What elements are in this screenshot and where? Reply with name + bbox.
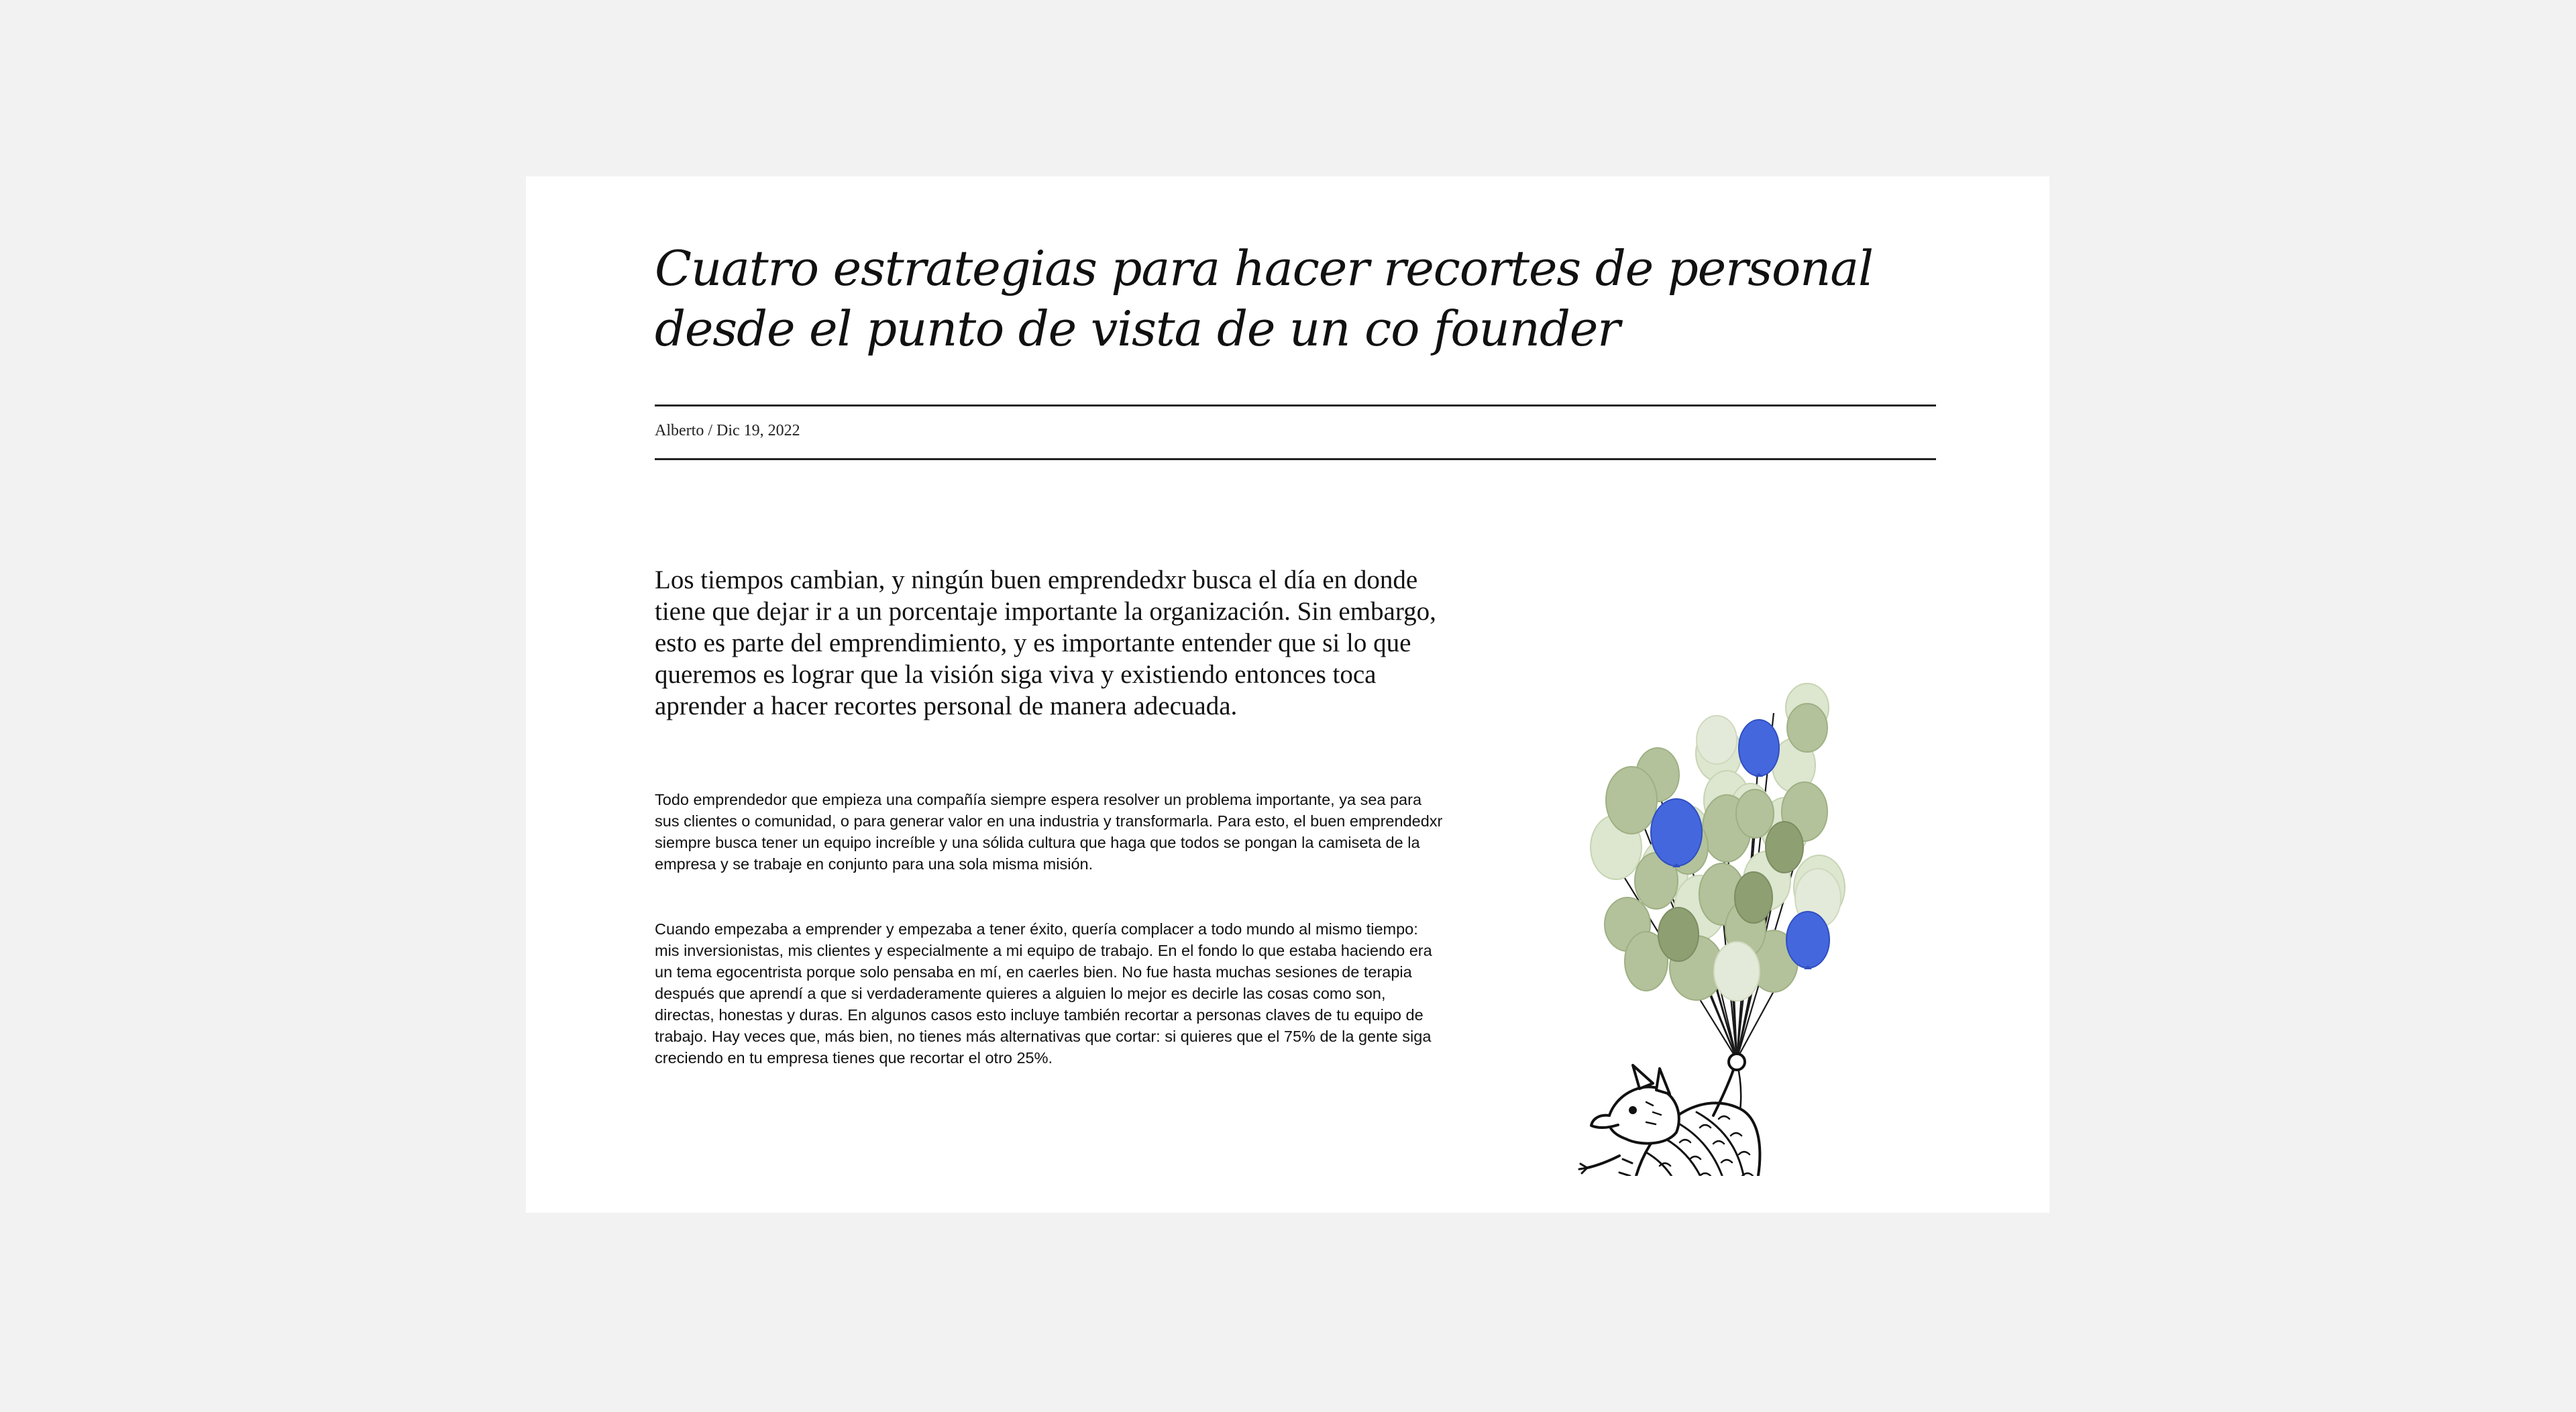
article-card <box>526 176 2049 1213</box>
article-byline: Alberto / Dic 19, 2022 <box>655 422 800 439</box>
armadillo-figure <box>1559 1054 1760 1176</box>
divider-top <box>655 404 1936 406</box>
armadillo-balloons-icon <box>1546 532 1921 1176</box>
divider-bottom <box>655 458 1936 460</box>
article-title: Cuatro estrategias para hacer recortes de personal desde el punto de vista de un co founder <box>655 240 1873 357</box>
article-paragraph: Todo emprendedor que empieza una compañía siempre espera resolver un problema importante, ya sea para sus clientes o comunidad, o para generar valor en una industria y transformarla. Para esto, el buen emprendedxr siempre busca tener un equipo increíble y una sólida cultura que haga que todos se pongan la camiseta de la empresa y se trabaje en conjunto para una sola misma misión. <box>655 791 1443 873</box>
article-paragraph: Cuando empezaba a emprender y empezaba a tener éxito, quería complacer a todo mundo al mismo tiempo: mis inversionistas, mis clientes y especialmente a mi equipo de trabajo. En el fondo lo que estaba haciendo era un tema egocentrista porque solo pensaba en mí, en caerles bien. No fue hasta muchas sesiones de terapia después que aprendí a que si verdaderamente quieres a alguien lo mejor es decirle las cosas como son, directas, honestas y duras. En algunos casos esto incluye también recortar a personas claves de tu equipo de trabajo. Hay veces que, más bien, no tienes más alternativas que cortar: si quieres que el 75% de la gente siga creciendo en tu empresa tienes que recortar el otro 25%. <box>655 920 1432 1067</box>
article-lead: Los tiempos cambian, y ningún buen emprendedxr busca el día en donde tiene que dejar ir a un porcentaje importante la organización. Sin embargo, esto es parte del emprendimiento, y es importante entender que si lo que queremos es lograr que la visión siga viva y existiendo entonces toca aprender a hacer recortes personal de manera adecuada. <box>655 565 1436 720</box>
